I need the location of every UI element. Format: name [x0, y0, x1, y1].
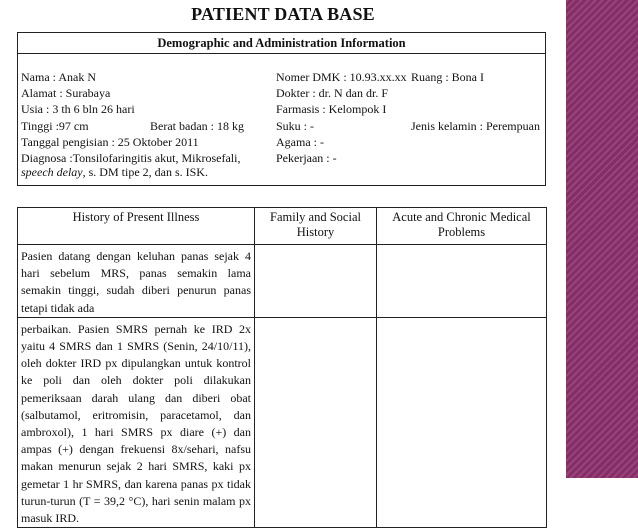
demographic-header: Demographic and Administration Information	[18, 33, 545, 54]
field-usia: Usia : 3 th 6 bln 26 hari	[21, 102, 135, 116]
field-berat: Berat badan : 18 kg	[150, 119, 244, 133]
decorative-side-band	[566, 0, 638, 478]
header-medical-problems: Acute and Chronic Medical Problems	[377, 208, 547, 245]
field-pekerjaan: Pekerjaan : -	[276, 151, 337, 165]
field-suku: Suku : -	[276, 119, 315, 133]
field-agama: Agama : -	[276, 135, 324, 149]
field-alamat: Alamat : Surabaya	[21, 86, 111, 100]
problems-cell-2	[377, 317, 547, 527]
field-nomer-dmk: Nomer DMK : 10.93.xx.xx	[276, 70, 407, 84]
field-nama: Nama : Anak N	[21, 70, 96, 84]
history-text-1: Pasien datang dengan keluhan panas sejak 4 hari sebelum MRS, panas semakin lama semakin tinggi, sudah diberi penurun panas tetapi tidak ada	[18, 245, 255, 318]
table-row	[18, 317, 547, 527]
field-ruang: Ruang : Bona I	[411, 70, 484, 84]
field-dokter: Dokter : dr. N dan dr. F	[276, 86, 388, 100]
history-text-2: perbaikan. Pasien SMRS pernah ke IRD 2x yaitu 4 SMRS dan 1 SMRS (Senin, 24/10/11), oleh dokter IRD px dipulangkan untuk kontrol ke poli dan oleh dokter poli dilakukan pemeriksaan darah ulang dan diberi obat (salbutamol, eritromisin, paracetamol, dan ambroxol), 1 hari SMRS px diare (+) dan ampas (+) dengan frekuensi 8x/sehari, nafsu makan menurun sejak 2 hari SMRS, kaki px gemetar 1 hr SMRS, dan karena panas px tidak turun-turun (T = 39,2 °C), hari senin malam px masuk IRD.	[18, 317, 255, 527]
field-tanggal: Tanggal pengisian : 25 Oktober 2011	[21, 135, 199, 149]
header-history-present-illness: History of Present Illness	[18, 208, 255, 245]
history-table	[17, 207, 547, 528]
diagnosa-text: Diagnosa :Tonsilofaringitis akut, Mikrosefali,	[21, 151, 241, 165]
diagnosa-italic: speech delay	[21, 165, 83, 179]
family-cell-1	[255, 245, 377, 318]
table-row	[18, 245, 547, 318]
field-diagnosa	[21, 151, 271, 179]
table-header-row	[18, 208, 547, 245]
demographic-box	[17, 32, 546, 186]
field-jenis-kelamin: Jenis kelamin : Perempuan	[411, 119, 540, 133]
field-farmasis: Farmasis : Kelompok I	[276, 102, 387, 116]
header-family-social-history: Family and Social History	[255, 208, 377, 245]
field-tinggi: Tinggi :97 cm	[21, 119, 89, 133]
family-cell-2	[255, 317, 377, 527]
page-title: PATIENT DATA BASE	[191, 4, 375, 24]
problems-cell-1	[377, 245, 547, 318]
diagnosa-suffix: , s. DM tipe 2, dan s. ISK.	[82, 165, 208, 179]
